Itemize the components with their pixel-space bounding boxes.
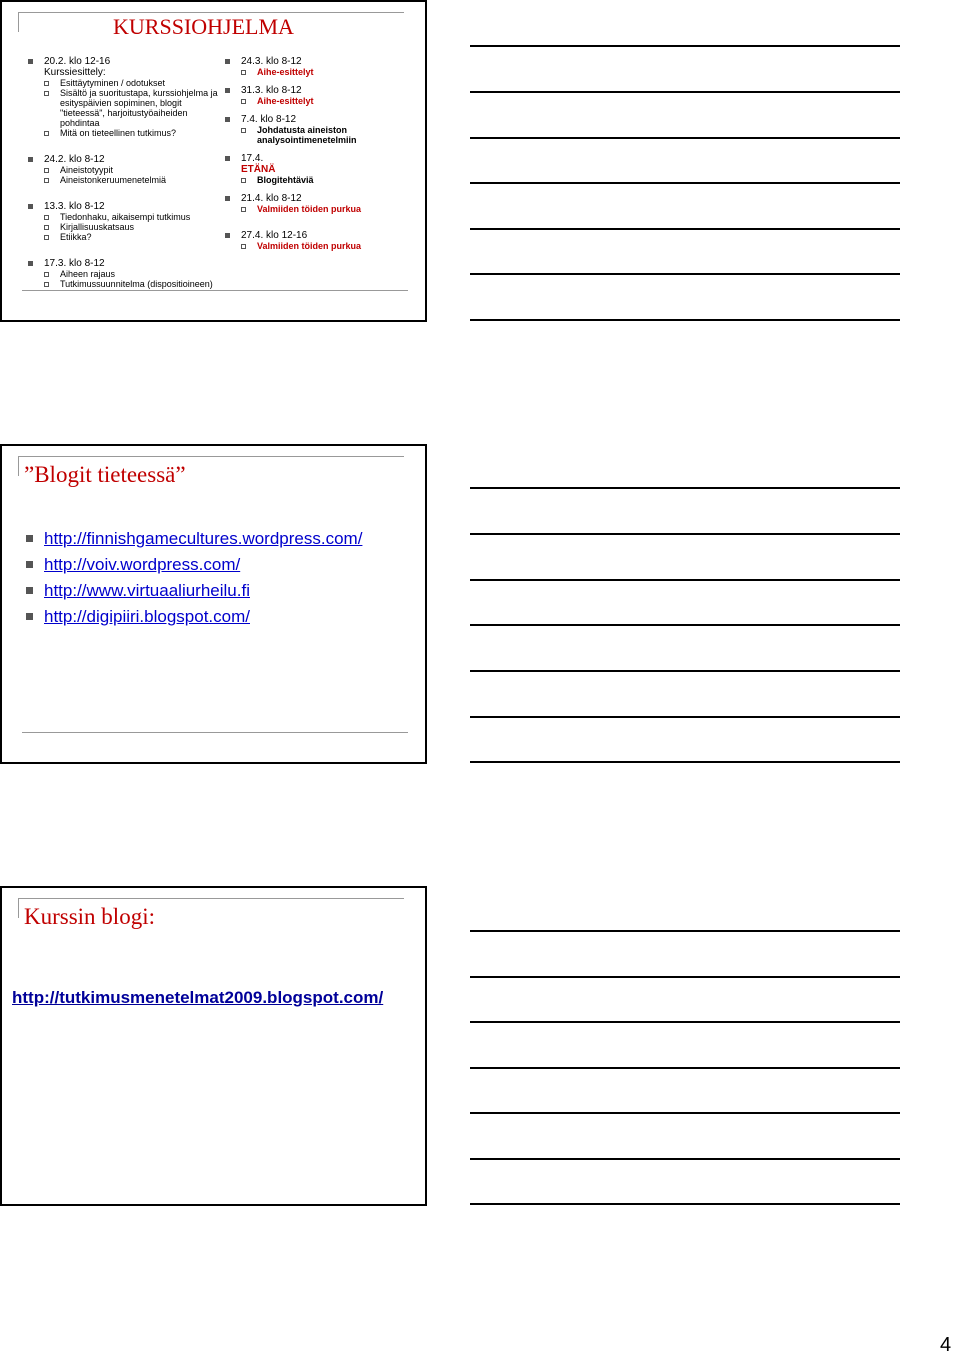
bullet-icon [28, 59, 33, 64]
slide-1 [0, 0, 427, 322]
note-line [470, 137, 900, 139]
page-number: 4 [940, 1334, 952, 1356]
blog-link[interactable]: http://www.virtuaaliurheilu.fi [44, 581, 250, 600]
title-rule [18, 456, 404, 457]
schedule-date: 24.3. klo 8-12 [241, 56, 302, 67]
schedule-subitem: Aiheen rajaus [44, 269, 218, 279]
note-line [470, 624, 900, 626]
note-line [470, 533, 900, 535]
note-line [470, 976, 900, 978]
slide-title: KURSSIOHJELMA [113, 14, 294, 39]
checkbox-bullet-icon [44, 225, 49, 230]
schedule-date: 20.2. klo 12-16 [44, 56, 111, 67]
checkbox-bullet-icon [44, 131, 49, 136]
blog-link[interactable]: http://finnishgamecultures.wordpress.com/ [44, 529, 363, 548]
note-line [470, 487, 900, 489]
note-line [470, 579, 900, 581]
bullet-icon [28, 261, 33, 266]
schedule-subitem: Tutkimussuunnitelma (dispositioineen) [44, 279, 218, 289]
checkbox-bullet-icon [44, 168, 49, 173]
list-item [26, 526, 362, 552]
checkbox-bullet-icon [241, 99, 246, 104]
schedule-item [225, 114, 415, 145]
title-rule [18, 12, 404, 13]
bullet-icon [225, 196, 230, 201]
checkbox-bullet-icon [44, 235, 49, 240]
schedule-item [28, 154, 218, 185]
note-line [470, 273, 900, 275]
schedule-item [225, 56, 415, 77]
checkbox-bullet-icon [241, 178, 246, 183]
course-blog-link[interactable]: http://tutkimusmenetelmat2009.blogspot.com/ [12, 988, 384, 1007]
schedule-item [28, 201, 218, 242]
schedule-subitem: Valmiiden töiden purkua [241, 204, 415, 214]
title-rule [18, 456, 19, 476]
schedule-subitem: Mitä on tieteellinen tutkimus? [44, 128, 218, 138]
checkbox-bullet-icon [44, 272, 49, 277]
title-rule [18, 898, 19, 918]
note-line [470, 1021, 900, 1023]
note-line [470, 182, 900, 184]
schedule-item [225, 85, 415, 106]
schedule-item [28, 258, 218, 289]
bullet-icon [225, 117, 230, 122]
checkbox-bullet-icon [44, 81, 49, 86]
schedule-subitem: Johdatusta aineiston analysointimenetelmiin [241, 125, 415, 145]
list-item [26, 552, 362, 578]
note-line [470, 1067, 900, 1069]
note-line [470, 1203, 900, 1205]
bullet-icon [28, 157, 33, 162]
slide-title: Kurssin blogi: [24, 904, 155, 929]
schedule-date: 31.3. klo 8-12 [241, 85, 302, 96]
schedule-subitem: Aineistotyypit [44, 165, 218, 175]
checkbox-bullet-icon [241, 70, 246, 75]
list-item [26, 604, 362, 630]
bullet-icon [225, 59, 230, 64]
schedule-subitem: Valmiiden töiden purkua [241, 241, 415, 251]
schedule-subitem: Aihe-esittelyt [241, 96, 415, 106]
schedule-subitem: Tiedonhaku, aikaisempi tutkimus [44, 212, 218, 222]
note-line [470, 1158, 900, 1160]
schedule-subitem: Aineistonkeruumenetelmiä [44, 175, 218, 185]
note-line [470, 319, 900, 321]
checkbox-bullet-icon [44, 178, 49, 183]
note-line [470, 1112, 900, 1114]
checkbox-bullet-icon [44, 91, 49, 96]
schedule-date: 24.2. klo 8-12 [44, 154, 105, 165]
blog-link[interactable]: http://digipiiri.blogspot.com/ [44, 607, 250, 626]
schedule-subitem: Esittäytyminen / odotukset [44, 78, 218, 88]
schedule-date: 13.3. klo 8-12 [44, 201, 105, 212]
schedule-date: 27.4. klo 12-16 [241, 230, 308, 241]
bullet-icon [26, 561, 33, 568]
schedule-subitem: Sisältö ja suoritustapa, kurssiohjelma ja esityspäivien sopiminen, blogit "tieteessä", harjoitustyöaiheiden pohdintaa [44, 88, 218, 128]
checkbox-bullet-icon [241, 128, 246, 133]
checkbox-bullet-icon [44, 282, 49, 287]
slide-title: ”Blogit tieteessä” [24, 462, 186, 487]
schedule-left-column [28, 56, 218, 289]
schedule-heading: Kurssiesittely: [44, 67, 106, 78]
schedule-subitem: Blogitehtäviä [241, 175, 415, 185]
note-line [470, 91, 900, 93]
bullet-icon [225, 233, 230, 238]
schedule-date: 17.4. [241, 153, 264, 164]
footer-rule [22, 290, 408, 291]
bullet-icon [225, 88, 230, 93]
blog-link[interactable]: http://voiv.wordpress.com/ [44, 555, 241, 574]
bullet-icon [26, 535, 33, 542]
bullet-icon [26, 587, 33, 594]
note-line [470, 228, 900, 230]
schedule-item [225, 230, 415, 251]
schedule-item [28, 56, 218, 138]
schedule-subitem: Kirjallisuuskatsaus [44, 222, 218, 232]
schedule-subitem: Aihe-esittelyt [241, 67, 415, 77]
schedule-subitem: Etiikka? [44, 232, 218, 242]
schedule-right-column [225, 56, 415, 251]
note-line [470, 670, 900, 672]
blog-link-list [26, 526, 362, 630]
slide-3 [0, 886, 427, 1206]
schedule-item [225, 153, 415, 185]
checkbox-bullet-icon [241, 244, 246, 249]
schedule-date: 7.4. klo 8-12 [241, 114, 297, 125]
bullet-icon [225, 156, 230, 161]
schedule-item [225, 193, 415, 214]
note-line [470, 716, 900, 718]
slide-2 [0, 444, 427, 764]
checkbox-bullet-icon [241, 207, 246, 212]
schedule-date: 17.3. klo 8-12 [44, 258, 105, 269]
footer-rule [22, 732, 408, 733]
checkbox-bullet-icon [44, 215, 49, 220]
bullet-icon [26, 613, 33, 620]
remote-label: ETÄNÄ [241, 164, 276, 175]
list-item [26, 578, 362, 604]
note-line [470, 45, 900, 47]
note-line [470, 761, 900, 763]
title-rule [18, 898, 404, 899]
note-line [470, 930, 900, 932]
bullet-icon [28, 204, 33, 209]
schedule-date: 21.4. klo 8-12 [241, 193, 302, 204]
